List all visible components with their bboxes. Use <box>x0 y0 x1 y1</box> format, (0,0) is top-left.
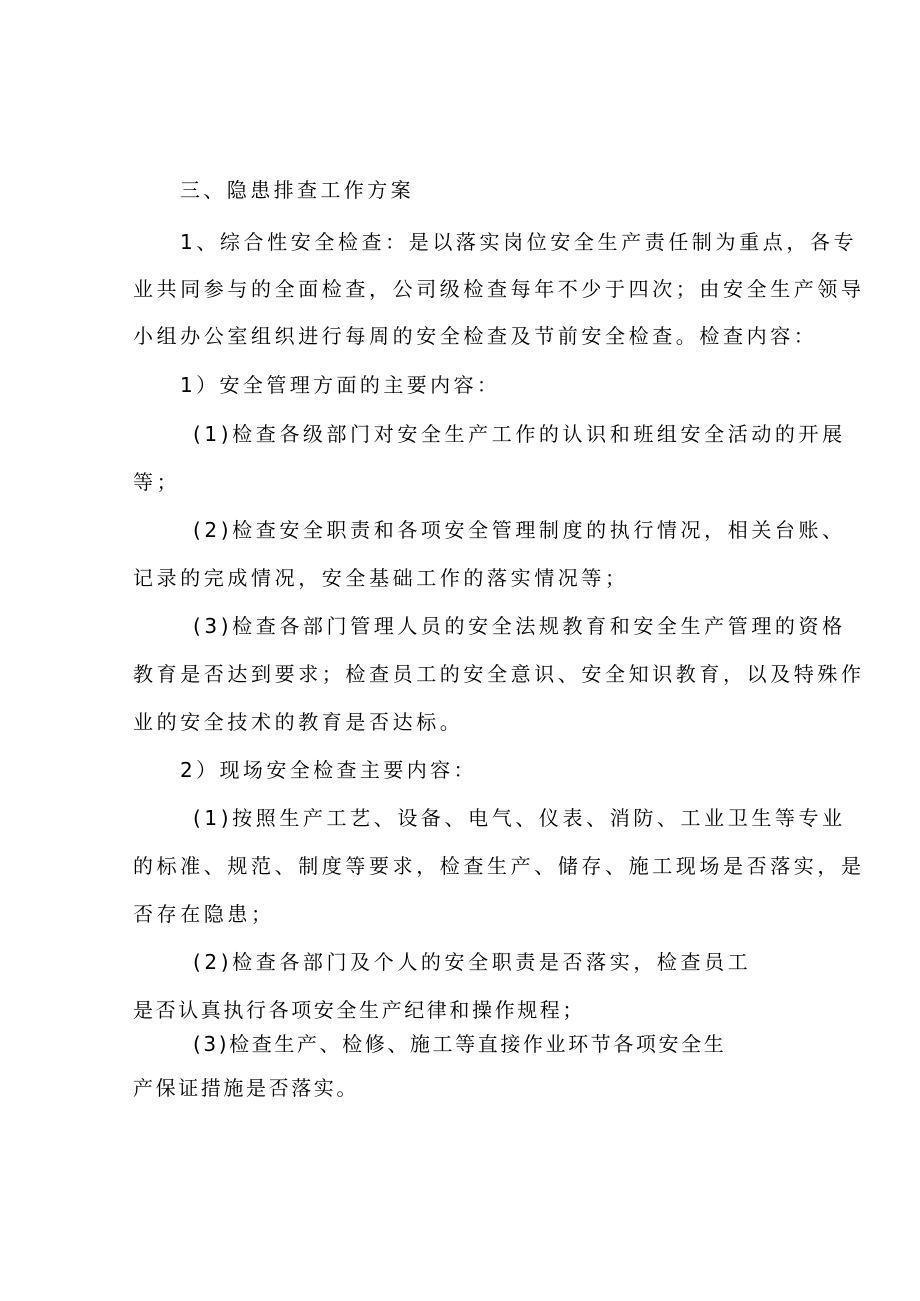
paragraph-line: 1、综合性安全检查：是以落实岗位安全生产责任制为重点，各专 <box>180 230 858 254</box>
subsection-heading: 2）现场安全检查主要内容： <box>180 758 477 782</box>
list-item-line: 的标准、规范、制度等要求，检查生产、储存、施工现场是否落实，是 <box>133 854 865 878</box>
list-item-line: 否存在隐患； <box>133 902 275 926</box>
list-item-line: (1)按照生产工艺、设备、电气、仪表、消防、工业卫生等专业 <box>193 806 846 830</box>
list-item-line: (2)检查各部门及个人的安全职责是否落实，检查员工 <box>193 950 752 974</box>
list-item-line: (3)检查生产、检修、施工等直接作业环节各项安全生 <box>193 1032 727 1056</box>
subsection-heading: 1）安全管理方面的主要内容： <box>180 373 501 397</box>
list-item-line: 是否认真执行各项安全生产纪律和操作规程； <box>133 998 585 1022</box>
list-item-line: 业的安全技术的教育是否达标。 <box>133 710 464 734</box>
paragraph-line: 小组办公室组织进行每周的安全检查及节前安全检查。检查内容： <box>133 324 818 348</box>
list-item-line: (2)检查安全职责和各项安全管理制度的执行情况，相关台账、 <box>193 518 846 542</box>
list-item-line: 产保证措施是否落实。 <box>133 1076 359 1100</box>
section-title: 三、隐患排查工作方案 <box>180 178 414 202</box>
list-item-line: (1)检查各级部门对安全生产工作的认识和班组安全活动的开展 <box>193 422 846 446</box>
paragraph-line: 业共同参与的全面检查，公司级检查每年不少于四次；由安全生产领导 <box>133 277 865 301</box>
list-item-line: 教育是否达到要求；检查员工的安全意识、安全知识教育，以及特殊作 <box>133 662 865 686</box>
list-item-line: 记录的完成情况，安全基础工作的落实情况等； <box>133 566 629 590</box>
list-item-line: 等； <box>133 470 181 494</box>
list-item-line: (3)检查各部门管理人员的安全法规教育和安全生产管理的资格 <box>193 614 846 638</box>
